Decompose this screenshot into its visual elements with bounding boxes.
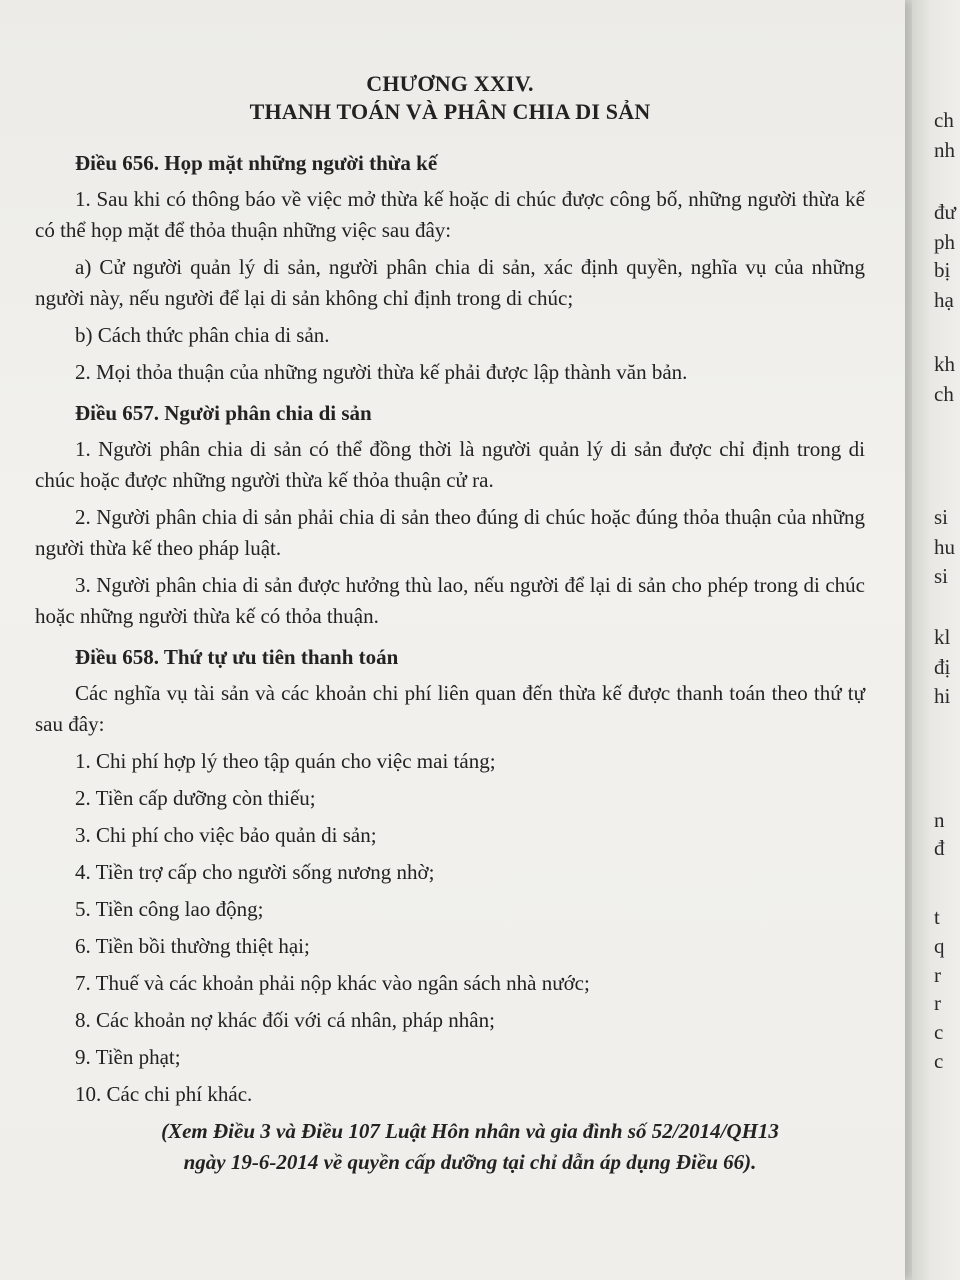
right-page-fragment: ch — [934, 382, 954, 406]
right-page-fragment: t — [934, 905, 940, 929]
right-page-fragment: c — [934, 1049, 944, 1073]
right-page-fragment: kh — [934, 352, 955, 376]
list-item: 5. Tiền công lao động; — [75, 897, 264, 921]
list-item: 6. Tiền bồi thường thiệt hại; — [75, 934, 310, 958]
paragraph: 1. Sau khi có thông báo về việc mở thừa kế hoặc di chúc được công bố, những người thừa kế có thể họp mặt để thỏa thuận những việc sau đây: — [35, 187, 865, 242]
right-page-fragment: nh — [934, 138, 955, 162]
reference-note-line: ngày 19-6-2014 về quyền cấp dưỡng tại chỉ dẫn áp dụng Điều 66). — [183, 1150, 757, 1174]
right-page-fragment: n — [934, 808, 945, 832]
right-page-fragment: kl — [934, 625, 951, 649]
right-page-fragment: đị — [934, 655, 951, 679]
article-656 — [35, 148, 865, 388]
right-page-fragment: r — [934, 963, 941, 987]
chapter-number: CHƯƠNG XXIV. — [366, 71, 534, 96]
page-content — [35, 70, 865, 1178]
right-page-fragment: c — [934, 1020, 944, 1044]
right-page-fragment: bị — [934, 258, 951, 282]
article-heading: Điều 657. Người phân chia di sản — [75, 401, 372, 425]
right-page-fragment: q — [934, 934, 945, 958]
right-page-fragment: ph — [934, 230, 955, 254]
article-658 — [35, 642, 865, 1110]
list-item: 8. Các khoản nợ khác đối với cá nhân, pháp nhân; — [75, 1008, 495, 1032]
list-item: 9. Tiền phạt; — [75, 1045, 181, 1069]
reference-note-line: (Xem Điều 3 và Điều 107 Luật Hôn nhân và gia đình số 52/2014/QH13 — [161, 1119, 779, 1143]
reference-note — [35, 1116, 865, 1178]
paragraph: 2. Mọi thỏa thuận của những người thừa kế phải được lập thành văn bản. — [75, 360, 688, 384]
list-item: 3. Chi phí cho việc bảo quản di sản; — [75, 823, 377, 847]
list-item: 2. Tiền cấp dưỡng còn thiếu; — [75, 786, 316, 810]
right-page-fragment: đ — [934, 836, 945, 860]
right-page-fragment: si — [934, 505, 949, 529]
article-heading: Điều 656. Họp mặt những người thừa kế — [75, 151, 438, 175]
paragraph: 3. Người phân chia di sản được hưởng thù lao, nếu người để lại di sản cho phép trong di chúc hoặc những người thừa kế có thỏa thuận. — [35, 573, 865, 628]
article-657 — [35, 398, 865, 632]
right-page-fragment: hi — [934, 684, 951, 708]
right-page-fragment: đư — [934, 200, 956, 224]
paragraph: Các nghĩa vụ tài sản và các khoản chi phí liên quan đến thừa kế được thanh toán theo thứ tự sau đây: — [35, 681, 865, 736]
right-page-edge — [912, 0, 960, 1280]
paragraph: 2. Người phân chia di sản phải chia di sản theo đúng di chúc hoặc đúng thỏa thuận của những người thừa kế theo pháp luật. — [35, 505, 865, 560]
right-page-fragment: hạ — [934, 288, 954, 312]
article-heading: Điều 658. Thứ tự ưu tiên thanh toán — [75, 645, 399, 669]
list-item: 7. Thuế và các khoản phải nộp khác vào ngân sách nhà nước; — [75, 971, 590, 995]
right-page-fragment: hu — [934, 535, 955, 559]
paragraph: a) Cử người quản lý di sản, người phân chia di sản, xác định quyền, nghĩa vụ của những người này, nếu người để lại di sản không chỉ định trong di chúc; — [35, 255, 865, 310]
list-item: 1. Chi phí hợp lý theo tập quán cho việc mai táng; — [75, 749, 496, 773]
right-page-fragment: ch — [934, 108, 954, 132]
paragraph: 1. Người phân chia di sản có thể đồng thời là người quản lý di sản được chỉ định trong di chúc hoặc được những người thừa kế thỏa thuận cử ra. — [35, 437, 865, 492]
list-item: 10. Các chi phí khác. — [75, 1082, 253, 1106]
right-page-fragment: si — [934, 564, 949, 588]
right-page-fragment: r — [934, 991, 941, 1015]
chapter-title: THANH TOÁN VÀ PHÂN CHIA DI SẢN — [249, 99, 651, 124]
list-item: 4. Tiền trợ cấp cho người sống nương nhờ; — [75, 860, 435, 884]
paragraph: b) Cách thức phân chia di sản. — [75, 323, 330, 347]
